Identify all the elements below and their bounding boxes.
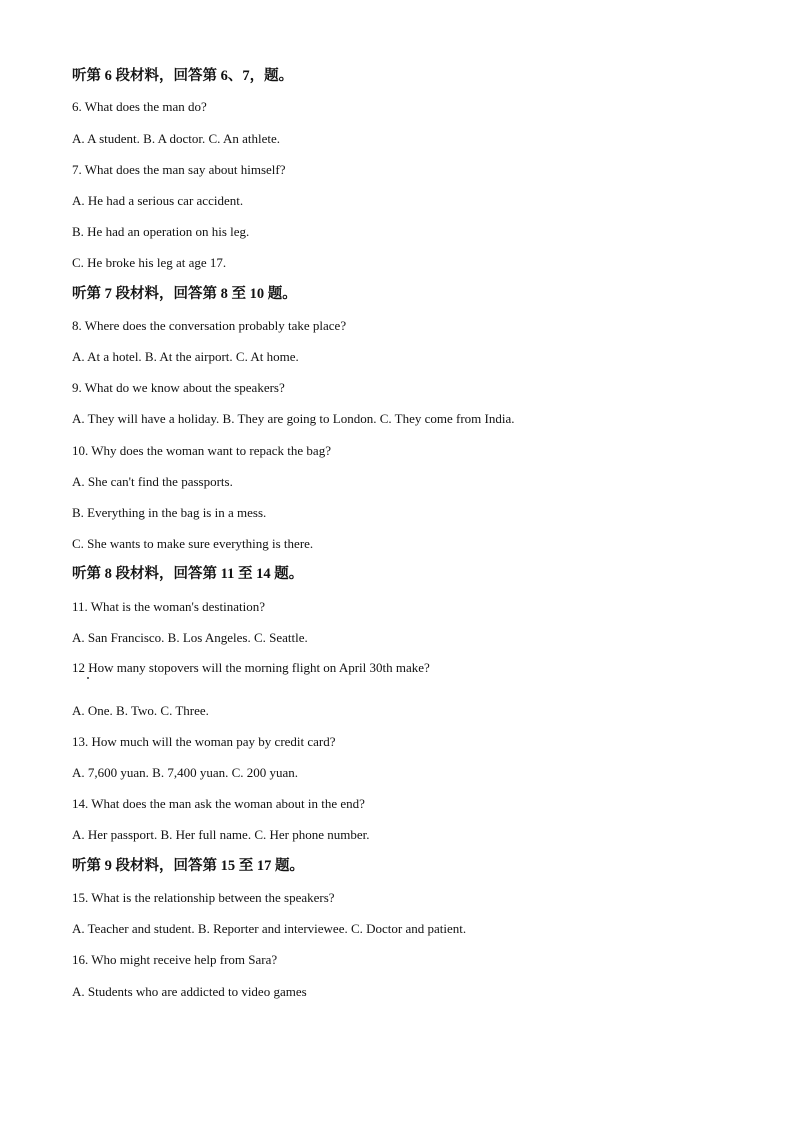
answer-option: B. Everything in the bag is in a mess. (72, 505, 267, 520)
section-heading: 听第 8 段材料，回答第 11 至 14 题。 (72, 566, 304, 582)
question-line: 10. Why does the woman want to repack the bag? (72, 443, 331, 458)
answer-option: A. She can't find the passports. (72, 474, 233, 489)
stray-dot-mark (87, 677, 89, 679)
answer-options: A. Teacher and student. B. Reporter and interviewee. C. Doctor and patient. (72, 921, 467, 936)
answer-options: A. They will have a holiday. B. They are going to London. C. They come from India. (72, 411, 515, 426)
answer-options: A. San Francisco. B. Los Angeles. C. Seattle. (72, 630, 308, 645)
question-line: 11. What is the woman's destination? (72, 599, 265, 614)
section-heading: 听第 6 段材料，回答第 6、7，题。 (72, 68, 294, 84)
answer-options: A. Her passport. B. Her full name. C. Her phone number. (72, 827, 370, 842)
answer-option: B. He had an operation on his leg. (72, 224, 250, 239)
question-line: 16. Who might receive help from Sara? (72, 952, 278, 967)
question-line: 13. How much will the woman pay by credit card? (72, 734, 336, 749)
answer-options: A. A student. B. A doctor. C. An athlete. (72, 131, 280, 146)
answer-option: C. She wants to make sure everything is there. (72, 536, 314, 551)
question-line: 8. Where does the conversation probably take place? (72, 318, 347, 333)
question-line: 7. What does the man say about himself? (72, 162, 286, 177)
answer-option: C. He broke his leg at age 17. (72, 255, 227, 270)
question-line: 15. What is the relationship between the speakers? (72, 890, 335, 905)
answer-options: A. 7,600 yuan. B. 7,400 yuan. C. 200 yuan. (72, 765, 299, 780)
question-line: 9. What do we know about the speakers? (72, 380, 285, 395)
question-line: 12 How many stopovers will the morning flight on April 30th make? (72, 660, 430, 675)
answer-options: A. At a hotel. B. At the airport. C. At home. (72, 349, 299, 364)
answer-options: A. One. B. Two. C. Three. (72, 703, 209, 718)
section-heading: 听第 9 段材料，回答第 15 至 17 题。 (72, 858, 304, 874)
section-heading: 听第 7 段材料，回答第 8 至 10 题。 (72, 286, 297, 302)
answer-option: A. Students who are addicted to video games (72, 984, 307, 999)
question-line: 6. What does the man do? (72, 99, 207, 114)
question-line: 14. What does the man ask the woman about in the end? (72, 796, 365, 811)
answer-option: A. He had a serious car accident. (72, 193, 244, 208)
